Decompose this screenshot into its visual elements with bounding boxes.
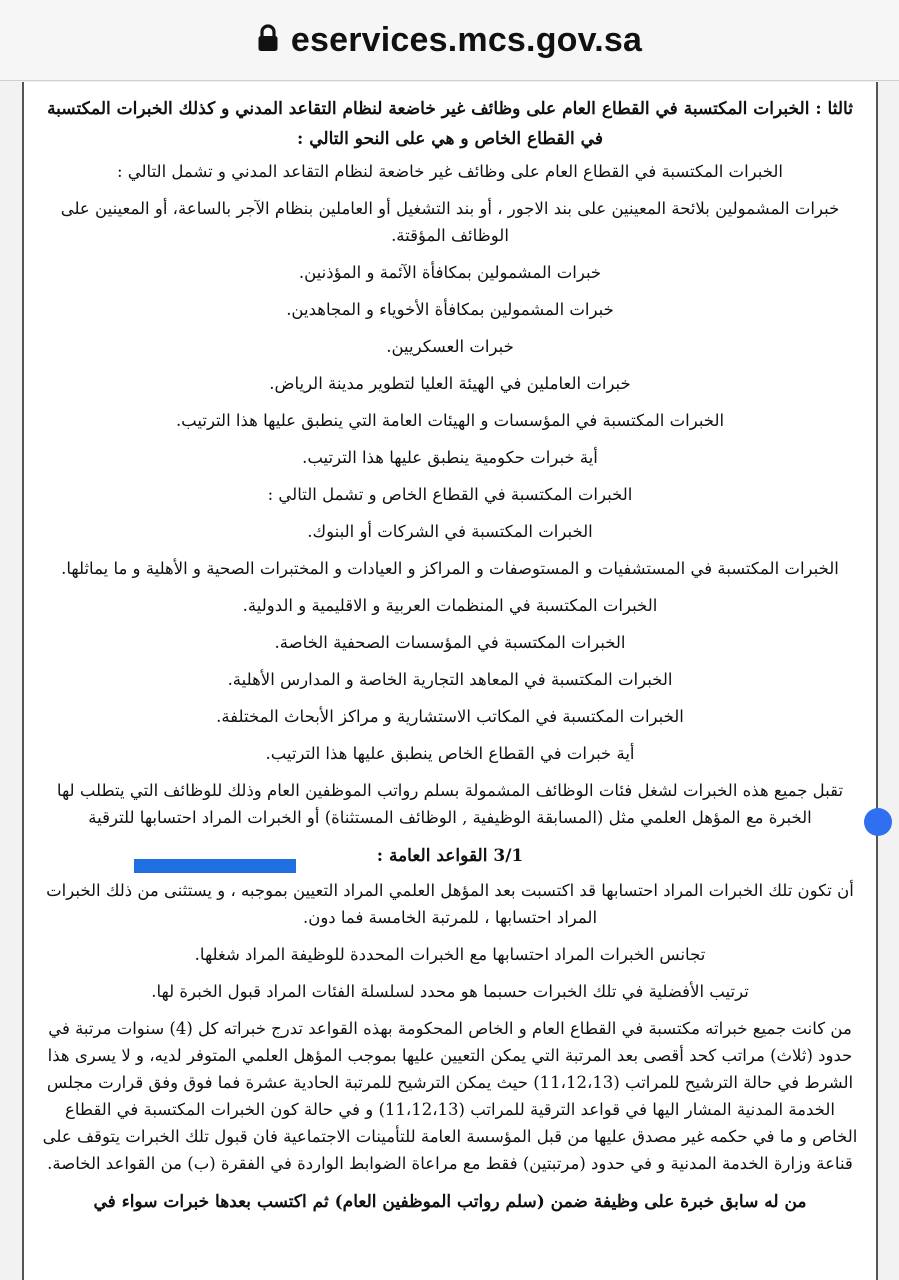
public-item: خبرات العاملين في الهيئة العليا لتطوير مدينة الرياض. <box>269 374 631 393</box>
private-item: أية خبرات في القطاع الخاص ينطبق عليها هذا الترتيب. <box>265 744 635 763</box>
private-item: الخبرات المكتسبة في المستشفيات و المستوصفات و المراكز و العيادات و المختبرات الصحية و الأهلية و ما يماثلها. <box>61 559 839 578</box>
document-page <box>22 82 878 1280</box>
acceptance-paragraph: تقبل جميع هذه الخبرات لشغل فئات الوظائف المشمولة بسلم رواتب الموظفين العام وذلك للوظائف التي يتطلب لها الخبرة مع المؤهل العلمي مثل (المسابقة الوظيفية , الوظائف المستثناة) أو الخبرات المراد احتسابها للترقية <box>56 781 844 827</box>
next-paragraph-cut: من له سابق خبرة على وظيفة ضمن (سلم رواتب الموظفين العام) ثم اكتسب بعدها خبرات سواء في <box>93 1192 807 1212</box>
public-item: خبرات المشمولين بمكافأة الأخوياء و المجاهدين. <box>286 300 614 319</box>
public-item: خبرات المشمولين بلائحة المعينين على بند الاجور ، أو بند التشغيل أو العاملين بنظام الآجر بالساعة، أو المعينين على الوظائف المؤقتة. <box>60 199 840 245</box>
rule-item: ترتيب الأفضلية في تلك الخبرات حسبما هو محدد لسلسلة الفئات المراد قبول الخبرة لها. <box>151 982 749 1001</box>
public-sector-intro: الخبرات المكتسبة في القطاع العام على وظائف غير خاضعة لنظام التقاعد المدني و تشمل التالي : <box>116 162 784 181</box>
rule-item: تجانس الخبرات المراد احتسابها مع الخبرات المحددة للوظيفة المراد شغلها. <box>194 945 706 964</box>
rule-item: أن تكون تلك الخبرات المراد احتسابها قد اكتسبت بعد المؤهل العلمي المراد التعيين بموجبه ، و يستثنى من ذلك الخبرات المراد احتسابها ، للمرتبة الخامسة فما دون. <box>46 881 854 927</box>
private-item: الخبرات المكتسبة في الشركات أو البنوك. <box>307 522 593 541</box>
private-sector-intro: الخبرات المكتسبة في القطاع الخاص و تشمل التالي : <box>267 485 633 504</box>
public-item: خبرات المشمولين بمكافأة الآئمة و المؤذنين. <box>298 263 602 282</box>
lock-icon <box>257 23 279 53</box>
private-item: الخبرات المكتسبة في المؤسسات الصحفية الخاصة. <box>274 633 626 652</box>
public-item: الخبرات المكتسبة في المؤسسات و الهيئات العامة التي ينطبق عليها هذا الترتيب. <box>175 411 725 430</box>
private-item: الخبرات المكتسبة في المنظمات العربية و الاقليمية و الدولية. <box>242 596 658 615</box>
scroll-indicator[interactable] <box>864 808 892 836</box>
public-item: خبرات العسكريين. <box>386 337 514 356</box>
private-item: الخبرات المكتسبة في المعاهد التجارية الخاصة و المدارس الأهلية. <box>227 670 673 689</box>
private-item: الخبرات المكتسبة في المكاتب الاستشارية و مراكز الأبحاث المختلفة. <box>216 707 684 726</box>
text-selection-highlight <box>134 859 296 873</box>
url-text[interactable]: eservices.mcs.gov.sa <box>290 20 643 59</box>
public-item: أية خبرات حكومية ينطبق عليها هذا الترتيب. <box>302 448 598 467</box>
document-content <box>24 82 876 1217</box>
rule-item: من كانت جميع خبراته مكتسبة في القطاع العام و الخاص المحكومة بهذه القواعد تدرج خبراته كل (4) سنوات مرتبة في حدود (ثلاث) مراتب كحد أقصى بعد المرتبة التي يمكن التعيين عليها بموجب المؤهل العلمي المتوفر لديه، و لا يسرى هذا الشرط في حالة الترشيح للمراتب (11،12،13) حيث يمكن الترشيح للمرتبة الحادية عشرة فما فوق وفق قرارت مجلس الخدمة المدنية المشار اليها في قواعد الترقية للمراتب (11،12،13) و في حالة كون الخبرات المكتسبة في القطاع الخاص و ما في حكمه غير مصدق عليها من قبل المؤسسة العامة للتأمينات الاجتماعية فان قبول تلك الخبرات يتوقف على قناعة وزارة الخدمة المدنية و في حدود (مرتبتين) فقط مع مراعاة الضوابط الواردة في الفقرة (ب) من القواعد الخاصة. <box>42 1019 858 1173</box>
address-bar[interactable] <box>0 0 899 81</box>
general-rules-title: 3/1 القواعد العامة : <box>376 846 524 866</box>
section-heading: ثالثا : الخبرات المكتسبة في القطاع العام على وظائف غير خاضعة لنظام التقاعد المدني و كذلك الخبرات المكتسبة في القطاع الخاص و هي على النحو التالي : <box>47 99 853 149</box>
